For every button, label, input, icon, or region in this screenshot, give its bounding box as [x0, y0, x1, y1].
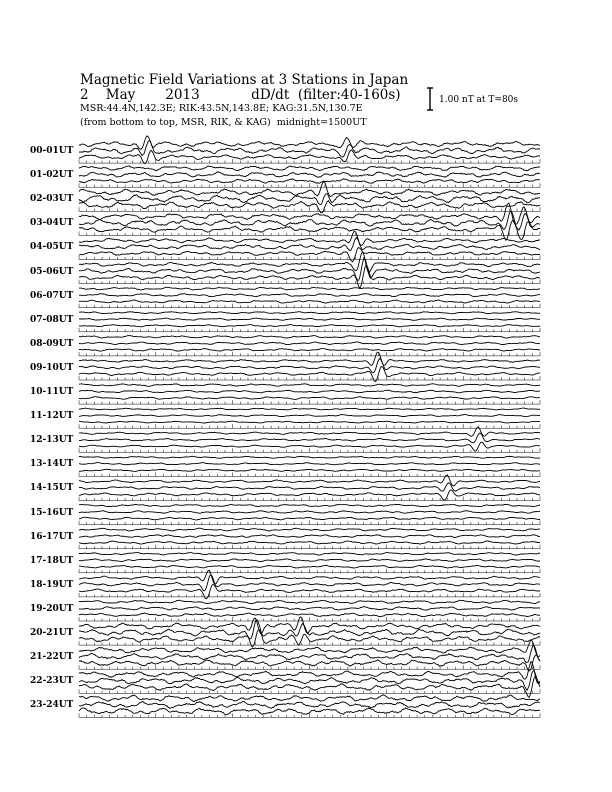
trace-MSR-22-23UT [79, 676, 540, 697]
minute-ticks [79, 256, 540, 260]
trace-MSR-15-16UT [79, 517, 540, 520]
row-label-01-02UT: 01-02UT [30, 170, 74, 181]
trace-KAG-15-16UT [79, 504, 540, 506]
trace-MSR-03-04UT [79, 220, 540, 240]
row-14-15UT [79, 475, 540, 500]
row-label-00-01UT: 00-01UT [30, 146, 74, 156]
trace-RIK-21-22UT [79, 646, 540, 663]
minute-ticks [79, 545, 540, 549]
trace-MSR-10-11UT [79, 397, 540, 400]
trace-RIK-17-18UT [79, 559, 540, 562]
trace-KAG-08-09UT [79, 336, 540, 339]
trace-RIK-23-24UT [79, 702, 540, 709]
midnight-note: midnight=1500UT [276, 117, 367, 128]
minute-ticks [79, 497, 540, 501]
trace-MSR-05-06UT [79, 265, 540, 288]
trace-KAG-01-02UT [79, 166, 540, 171]
minute-ticks [79, 593, 540, 597]
row-20-21UT [79, 617, 540, 647]
trace-MSR-16-17UT [79, 541, 540, 544]
trace-RIK-04-05UT [79, 238, 540, 251]
row-06-07UT [79, 287, 540, 308]
minute-ticks [79, 183, 540, 187]
trace-RIK-13-14UT [79, 463, 540, 465]
row-12-13UT [79, 427, 540, 452]
row-16-17UT [79, 528, 540, 549]
row-13-14UT [79, 456, 540, 476]
row-07-08UT [79, 312, 540, 332]
trace-RIK-20-21UT [79, 620, 540, 639]
trace-MSR-19-20UT [79, 613, 540, 617]
trace-RIK-01-02UT [79, 172, 540, 178]
minute-ticks [79, 617, 540, 621]
trace-RIK-16-17UT [79, 535, 540, 538]
row-00-01UT [79, 136, 540, 164]
row-label-04-05UT: 04-05UT [30, 242, 74, 253]
trace-RIK-11-12UT [79, 415, 540, 417]
row-label-03-04UT: 03-04UT [30, 218, 74, 229]
row-09-10UT [79, 352, 540, 381]
row-23-24UT [79, 695, 540, 718]
row-04-05UT [79, 231, 540, 261]
trace-KAG-07-08UT [79, 312, 540, 314]
trace-RIK-08-09UT [79, 342, 540, 345]
trace-RIK-15-16UT [79, 511, 540, 514]
station-coordinates: MSR:44.4N,142.3E; RIK:43.5N,143.8E; KAG:31.5N,130.7E [80, 103, 363, 114]
row-label-10-11UT: 10-11UT [30, 387, 74, 397]
row-17-18UT [79, 553, 540, 573]
trace-KAG-19-20UT [79, 600, 540, 603]
minute-ticks [79, 207, 540, 211]
trace-MSR-01-02UT [79, 179, 540, 184]
filter: (filter:40-160s) [297, 87, 401, 103]
year: 2013 [165, 87, 200, 103]
trace-RIK-10-11UT [79, 390, 540, 393]
row-label-20-21UT: 20-21UT [30, 628, 74, 638]
trace-KAG-11-12UT [79, 408, 540, 410]
minute-ticks [79, 400, 540, 404]
order-note: (from bottom to top, MSR, RIK, & KAG) [80, 117, 271, 128]
plot-area [79, 136, 540, 718]
trace-KAG-13-14UT [79, 456, 540, 458]
trace-RIK-18-19UT [79, 575, 540, 591]
day: 2 [80, 87, 89, 103]
minute-ticks [79, 424, 540, 428]
row-label-16-17UT: 16-17UT [30, 531, 74, 542]
trace-MSR-13-14UT [79, 469, 540, 471]
row-label-17-18UT: 17-18UT [30, 555, 74, 566]
row-label-12-13UT: 12-13UT [30, 435, 74, 446]
minute-ticks [79, 352, 540, 356]
row-label-22-23UT: 22-23UT [30, 676, 74, 687]
row-label-21-22UT: 21-22UT [30, 652, 74, 663]
trace-KAG-10-11UT [79, 384, 540, 387]
trace-MSR-11-12UT [79, 421, 540, 423]
row-label-06-07UT: 06-07UT [30, 290, 74, 301]
row-10-11UT [79, 384, 540, 404]
trace-RIK-03-04UT [79, 211, 540, 230]
minute-ticks [79, 472, 540, 476]
trace-RIK-14-15UT [79, 483, 540, 491]
trace-RIK-19-20UT [79, 607, 540, 610]
trace-KAG-16-17UT [79, 528, 540, 531]
row-08-09UT [79, 336, 540, 356]
row-label-05-06UT: 05-06UT [30, 266, 74, 277]
trace-MSR-07-08UT [79, 325, 540, 327]
scale-label: 1.00 nT at T=80s [439, 95, 519, 105]
trace-KAG-12-13UT [79, 427, 540, 436]
row-label-19-20UT: 19-20UT [30, 603, 74, 614]
row-label-15-16UT: 15-16UT [30, 507, 74, 518]
row-01-02UT [79, 166, 540, 187]
month: May [105, 87, 136, 103]
trace-RIK-09-10UT [79, 359, 540, 373]
trace-KAG-06-07UT [79, 287, 540, 290]
row-18-19UT [79, 570, 540, 598]
trace-MSR-17-18UT [79, 565, 540, 568]
row-11-12UT [79, 408, 540, 428]
minute-ticks [79, 159, 540, 163]
minute-ticks [79, 280, 540, 284]
trace-RIK-02-03UT [79, 194, 540, 205]
minute-ticks [79, 569, 540, 573]
trace-KAG-14-15UT [79, 475, 540, 486]
row-label-23-24UT: 23-24UT [30, 700, 74, 711]
row-label-08-09UT: 08-09UT [30, 338, 74, 349]
row-19-20UT [79, 600, 540, 621]
chart-title: Magnetic Field Variations at 3 Stations in Japan [80, 72, 409, 88]
row-label-02-03UT: 02-03UT [30, 194, 74, 205]
minute-ticks [79, 448, 540, 452]
trace-KAG-17-18UT [79, 553, 540, 556]
trace-MSR-06-07UT [79, 300, 540, 303]
quantity: dD/dt [251, 87, 290, 103]
trace-RIK-06-07UT [79, 294, 540, 297]
minute-ticks [79, 665, 540, 669]
minute-ticks [79, 304, 540, 308]
minute-ticks [79, 641, 540, 645]
row-label-09-10UT: 09-10UT [30, 362, 74, 373]
row-label-14-15UT: 14-15UT [30, 483, 74, 494]
scale-bar [427, 88, 433, 110]
trace-KAG-23-24UT [79, 695, 540, 702]
minute-ticks [79, 376, 540, 380]
row-label-13-14UT: 13-14UT [30, 459, 74, 470]
minute-ticks [79, 521, 540, 525]
trace-MSR-08-09UT [79, 349, 540, 352]
row-label-11-12UT: 11-12UT [30, 411, 74, 422]
row-label-07-08UT: 07-08UT [30, 314, 74, 325]
minute-ticks [79, 328, 540, 332]
row-15-16UT [79, 504, 540, 524]
trace-RIK-07-08UT [79, 318, 540, 320]
row-label-18-19UT: 18-19UT [30, 579, 74, 590]
